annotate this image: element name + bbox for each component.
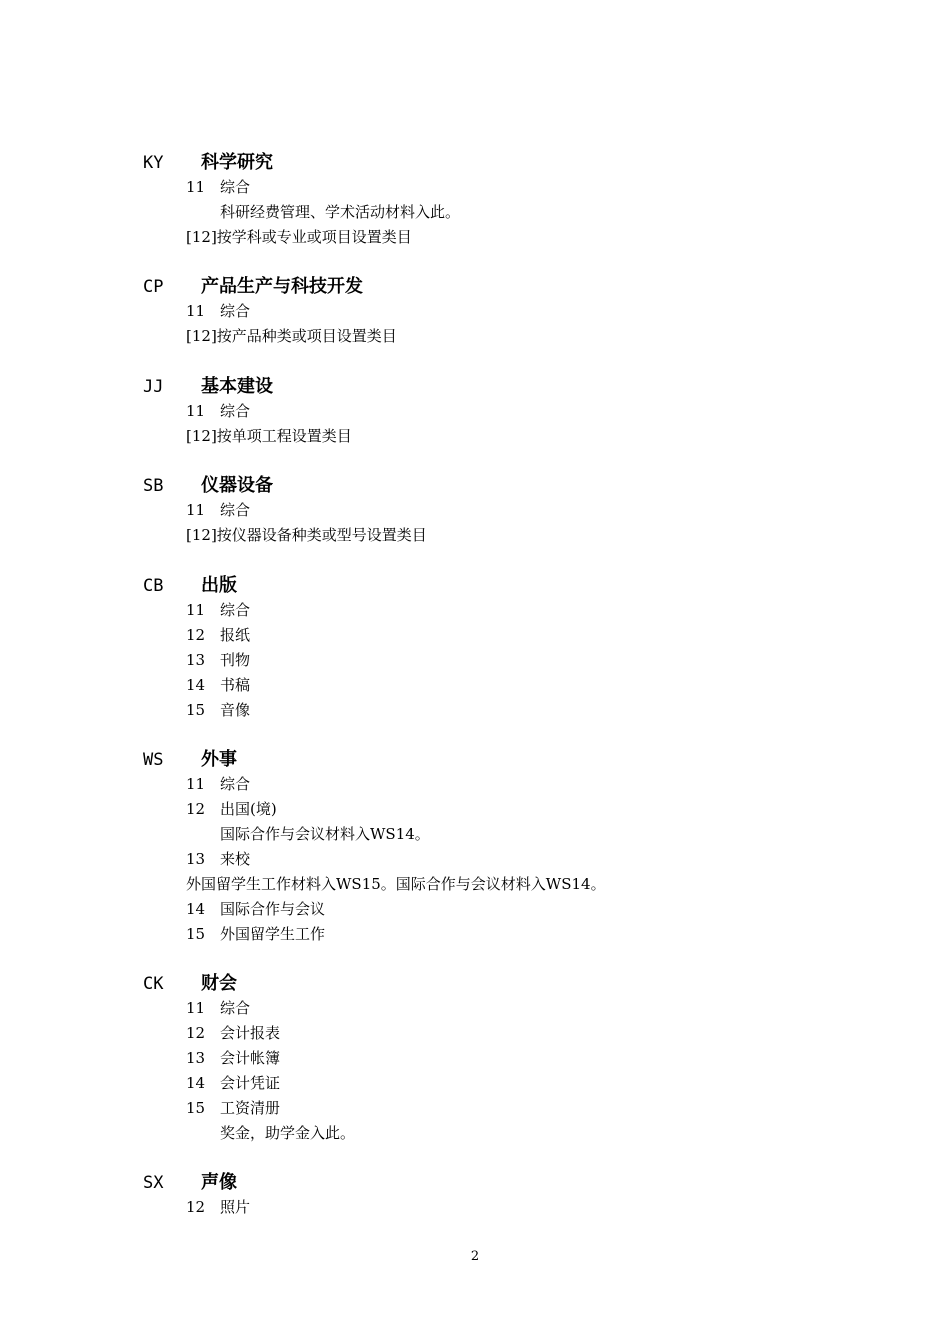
list-item [0, 673, 950, 697]
section-heading [0, 274, 950, 300]
section-heading [0, 573, 950, 599]
list-item [0, 299, 950, 323]
item-number: 14 [186, 900, 206, 918]
text-line [0, 523, 950, 547]
section-title: 基本建设 [201, 376, 273, 397]
section-code: JJ [143, 377, 164, 397]
item-number: 11 [186, 601, 206, 619]
list-item [0, 498, 950, 522]
list-item [0, 1096, 950, 1120]
text-line [0, 225, 950, 249]
item-label: 音像 [220, 701, 251, 719]
section-code: CB [143, 576, 164, 596]
item-label: 外国留学生工作 [220, 925, 326, 943]
item-label: 国际合作与会议 [220, 900, 326, 918]
item-number: 11 [186, 501, 206, 519]
item-number: 14 [186, 676, 206, 694]
list-item [0, 922, 950, 946]
item-label: 工资清册 [220, 1099, 281, 1117]
list-item [0, 623, 950, 647]
item-note [0, 822, 950, 846]
section-title: 声像 [201, 1172, 237, 1193]
text-line [0, 324, 950, 348]
item-label: 报纸 [220, 626, 251, 644]
note-text: 国际合作与会议材料入WS14。 [220, 825, 430, 843]
item-label: 书稿 [220, 676, 251, 694]
section-title: 科学研究 [201, 152, 273, 173]
section-code: CK [143, 974, 164, 994]
line-text: [12]按产品种类或项目设置类目 [186, 327, 397, 345]
section-heading [0, 747, 950, 773]
section-title: 出版 [201, 575, 237, 596]
section-code: KY [143, 153, 164, 173]
section-title: 产品生产与科技开发 [201, 276, 363, 297]
item-label: 综合 [220, 402, 251, 420]
item-label: 综合 [220, 999, 251, 1017]
list-item [0, 1021, 950, 1045]
item-number: 12 [186, 1024, 206, 1042]
item-number: 15 [186, 1099, 206, 1117]
section-title: 仪器设备 [201, 475, 273, 496]
item-number: 11 [186, 775, 206, 793]
item-label: 照片 [220, 1198, 251, 1216]
item-number: 11 [186, 402, 206, 420]
note-text: 科研经费管理、学术活动材料入此。 [220, 203, 461, 221]
item-label: 综合 [220, 775, 251, 793]
list-item [0, 1071, 950, 1095]
list-item [0, 797, 950, 821]
section-code: WS [143, 750, 164, 770]
list-item [0, 996, 950, 1020]
list-item [0, 175, 950, 199]
item-number: 15 [186, 701, 206, 719]
section-code: SB [143, 476, 164, 496]
section-heading [0, 971, 950, 997]
item-label: 综合 [220, 302, 251, 320]
section-heading [0, 150, 950, 176]
list-item [0, 598, 950, 622]
section-heading [0, 473, 950, 499]
list-item [0, 698, 950, 722]
section-heading [0, 1170, 950, 1196]
item-number: 13 [186, 850, 206, 868]
item-number: 14 [186, 1074, 206, 1092]
item-label: 出国(境) [220, 800, 277, 818]
list-item [0, 399, 950, 423]
item-number: 11 [186, 178, 206, 196]
list-item [0, 1046, 950, 1070]
item-note [0, 200, 950, 224]
line-text: [12]按单项工程设置类目 [186, 427, 352, 445]
text-line [0, 872, 950, 896]
item-label: 综合 [220, 178, 251, 196]
item-number: 12 [186, 626, 206, 644]
list-item [0, 1195, 950, 1219]
list-item [0, 772, 950, 796]
page-number: 2 [470, 1249, 480, 1264]
section-code: SX [143, 1173, 164, 1193]
section-title: 外事 [201, 749, 237, 770]
note-text: 奖金，助学金入此。 [220, 1124, 356, 1142]
item-label: 会计报表 [220, 1024, 281, 1042]
item-label: 综合 [220, 601, 251, 619]
item-number: 15 [186, 925, 206, 943]
line-text: [12]按学科或专业或项目设置类目 [186, 228, 412, 246]
section-title: 财会 [201, 973, 237, 994]
list-item [0, 847, 950, 871]
item-note [0, 1121, 950, 1145]
list-item [0, 648, 950, 672]
item-number: 11 [186, 302, 206, 320]
item-number: 13 [186, 1049, 206, 1067]
item-label: 来校 [220, 850, 251, 868]
item-number: 11 [186, 999, 206, 1017]
item-label: 刊物 [220, 651, 251, 669]
item-label: 综合 [220, 501, 251, 519]
item-number: 12 [186, 1198, 206, 1216]
list-item [0, 897, 950, 921]
item-label: 会计帐簿 [220, 1049, 281, 1067]
line-text: [12]按仪器设备种类或型号设置类目 [186, 526, 427, 544]
text-line [0, 424, 950, 448]
line-text: 外国留学生工作材料入WS15。国际合作与会议材料入WS14。 [186, 875, 606, 893]
section-heading [0, 374, 950, 400]
item-label: 会计凭证 [220, 1074, 281, 1092]
section-code: CP [143, 277, 164, 297]
item-number: 13 [186, 651, 206, 669]
item-number: 12 [186, 800, 206, 818]
